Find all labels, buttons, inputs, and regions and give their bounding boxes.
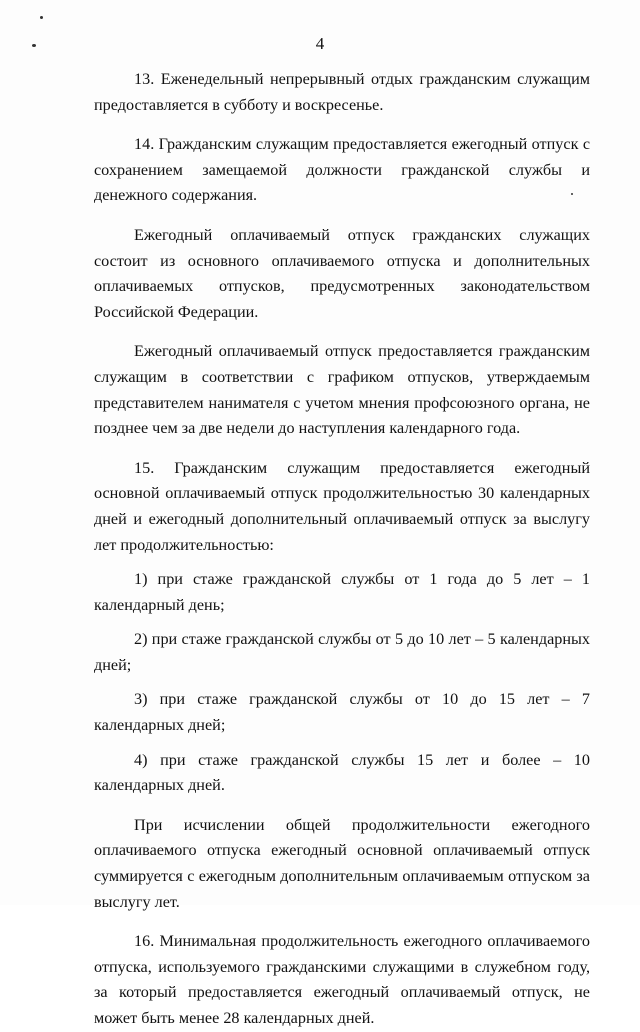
document-body xyxy=(94,67,590,1032)
page-number: 4 xyxy=(315,34,325,53)
list-item-2: 2) при стаже гражданской службы от 5 до 10 лет – 5 календарных дней; xyxy=(94,630,590,674)
paragraph-leave-schedule: Ежегодный оплачиваемый отпуск предоставляется гражданским служащим в соответствии с графиком отпусков, утверждаемым представителем нанимателя с учетом мнения профсоюзного органа, не позднее чем за две недели до наступления календарного года. xyxy=(94,342,590,438)
list-item-4: 4) при стаже гражданской службы 15 лет и более – 10 календарных дней. xyxy=(94,750,590,795)
scan-speck xyxy=(40,16,43,19)
paragraph-annual-leave-composition: Ежегодный оплачиваемый отпуск гражданских служащих состоит из основного оплачиваемого отпуска и дополнительных оплачиваемых отпусков, предусмотренных законодательством Российской Федерации. xyxy=(94,225,590,321)
paragraph-14: 14. Гражданским служащим предоставляется ежегодный отпуск с сохранением замещаемой должности гражданской службы и денежного содержания. xyxy=(94,135,590,205)
list-item-3: 3) при стаже гражданской службы от 10 до 15 лет – 7 календарных дней; xyxy=(94,690,590,735)
paragraph-13: 13. Еженедельный непрерывный отдых гражданским служащим предоставляется в субботу и воскресенье. xyxy=(94,70,590,114)
paragraph-16: 16. Минимальная продолжительность ежегодного оплачиваемого отпуска, используемого гражданскими служащими в служебном году, за который предоставляется ежегодный оплачиваемый отпуск, не может быть менее 28 календарных дней. xyxy=(94,932,590,1027)
paragraph-leave-summation: При исчислении общей продолжительности ежегодного оплачиваемого отпуска ежегодный основной оплачиваемый отпуск суммируется с ежегодным дополнительным оплачиваемым отпуском за выслугу лет. xyxy=(94,815,590,911)
paragraph-15: 15. Гражданским служащим предоставляется ежегодный основной оплачиваемый отпуск продолжительностью 30 календарных дней и ежегодный дополнительный оплачиваемый отпуск за выслугу лет продолжительностью: xyxy=(94,458,590,554)
list-item-1: 1) при стаже гражданской службы от 1 года до 5 лет – 1 календарный день; xyxy=(94,570,590,614)
